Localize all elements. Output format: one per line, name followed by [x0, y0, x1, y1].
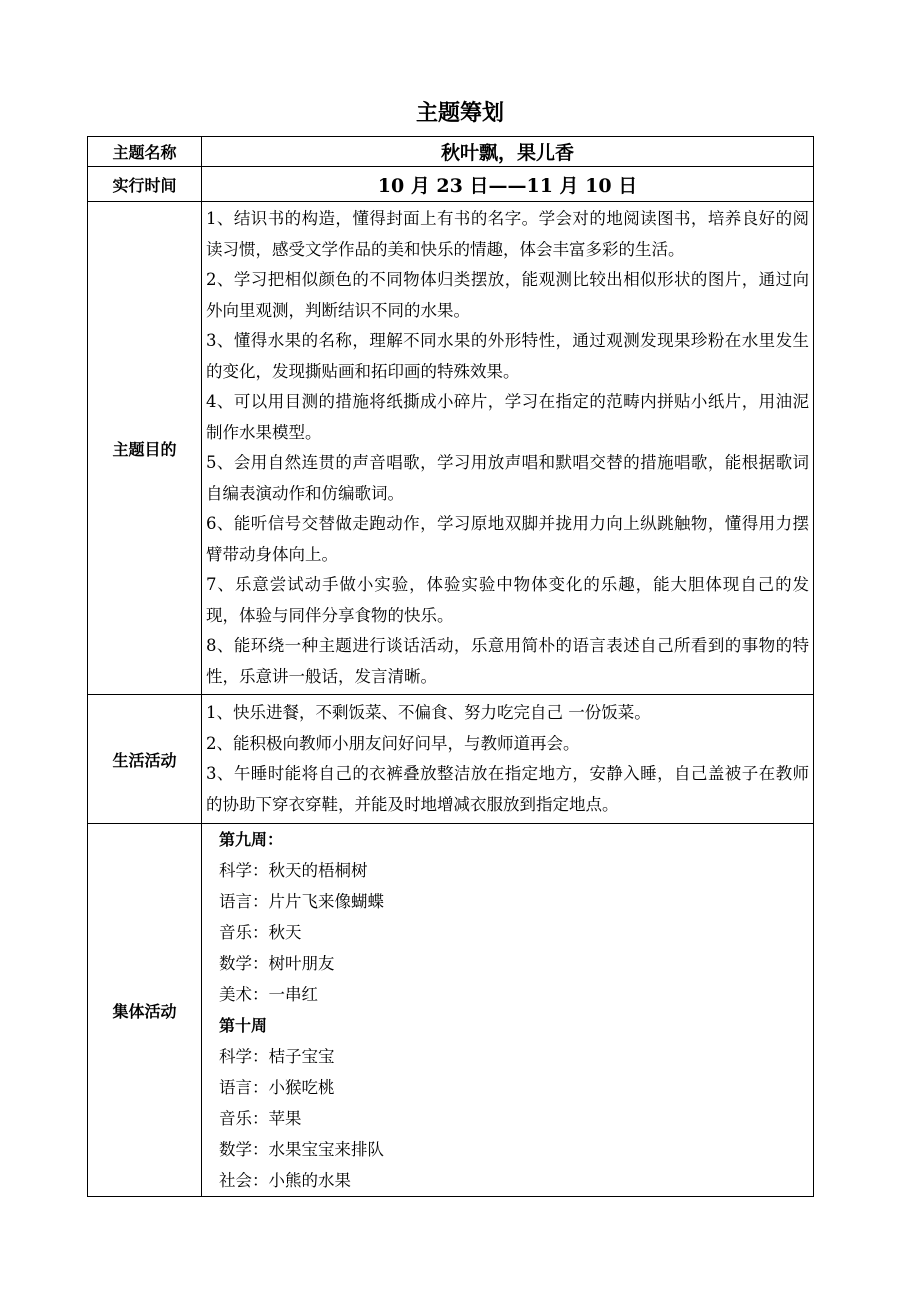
goal-item: 6、能听信号交替做走跑动作，学习原地双脚并拢用力向上纵跳触物，懂得用力摆臂带动身体向上。 [206, 514, 809, 564]
row-group-activities [88, 824, 814, 1197]
life-item: 1、快乐进餐，不剩饭菜、不偏食、努力吃完自己 一份饭菜。 [206, 703, 651, 722]
life-content [202, 695, 814, 824]
row-life-activities [88, 695, 814, 824]
week10-item: 科学：桔子宝宝 [219, 1047, 335, 1066]
week10-item: 数学：水果宝宝来排队 [219, 1140, 384, 1159]
goal-item: 7、乐意尝试动手做小实验，体验实验中物体变化的乐趣，能大胆体现自己的发现，体验与同伴分享食物的快乐。 [206, 575, 809, 625]
goal-item: 2、学习把相似颜色的不同物体归类摆放，能观测比较出相似形状的图片，通过向外向里观测，判断结识不同的水果。 [206, 270, 809, 320]
row-goals [88, 202, 814, 695]
goal-item: 4、可以用目测的措施将纸撕成小碎片，学习在指定的范畴内拼贴小纸片，用油泥制作水果模型。 [206, 392, 809, 442]
schedule-label: 实行时间 [88, 167, 202, 202]
group-label: 集体活动 [88, 824, 202, 1197]
page-title: 主题筹划 [415, 101, 504, 126]
week10-item: 音乐：苹果 [219, 1109, 302, 1128]
goals-label: 主题目的 [88, 202, 202, 695]
group-content [202, 824, 814, 1197]
week9-item: 音乐：秋天 [219, 923, 302, 942]
theme-name-value: 秋叶飘，果儿香 [202, 137, 814, 167]
goal-item: 3、懂得水果的名称，理解不同水果的外形特性，通过观测发现果珍粉在水里发生的变化，发现撕贴画和拓印画的特殊效果。 [206, 331, 809, 381]
goal-item: 1、结识书的构造，懂得封面上有书的名字。学会对的地阅读图书，培养良好的阅读习惯，感受文学作品的美和快乐的情趣，体会丰富多彩的生活。 [206, 209, 809, 259]
row-theme-name [88, 137, 814, 167]
goals-content [202, 202, 814, 695]
week10-item: 社会：小熊的水果 [219, 1171, 351, 1190]
life-item: 3、午睡时能将自己的衣裤叠放整洁放在指定地方，安静入睡，自己盖被子在教师的协助下穿衣穿鞋，并能及时地增减衣服放到指定地点。 [206, 764, 809, 814]
goal-item: 5、会用自然连贯的声音唱歌，学习用放声唱和默唱交替的措施唱歌，能根据歌词自编表演动作和仿编歌词。 [206, 453, 809, 503]
theme-name-label: 主题名称 [88, 137, 202, 167]
goal-item: 8、能环绕一种主题进行谈话活动，乐意用简朴的语言表述自己所看到的事物的特性，乐意讲一般话，发言清晰。 [206, 636, 809, 686]
week9-item: 美术：一串红 [219, 985, 318, 1004]
row-schedule [88, 167, 814, 202]
week9-item: 科学：秋天的梧桐树 [219, 861, 368, 880]
plan-table [87, 136, 814, 1197]
life-label: 生活活动 [88, 695, 202, 824]
schedule-value: 10 月 23 日——11 月 10 日 [202, 167, 814, 202]
life-item: 2、能积极向教师小朋友问好问早，与教师道再会。 [206, 733, 580, 753]
week9-item: 数学：树叶朋友 [219, 954, 335, 973]
week10-heading: 第十周 [219, 1016, 268, 1035]
week10-item: 语言：小猴吃桃 [219, 1078, 335, 1097]
week9-heading: 第九周： [219, 830, 284, 849]
week9-item: 语言：片片飞来像蝴蝶 [219, 892, 384, 911]
